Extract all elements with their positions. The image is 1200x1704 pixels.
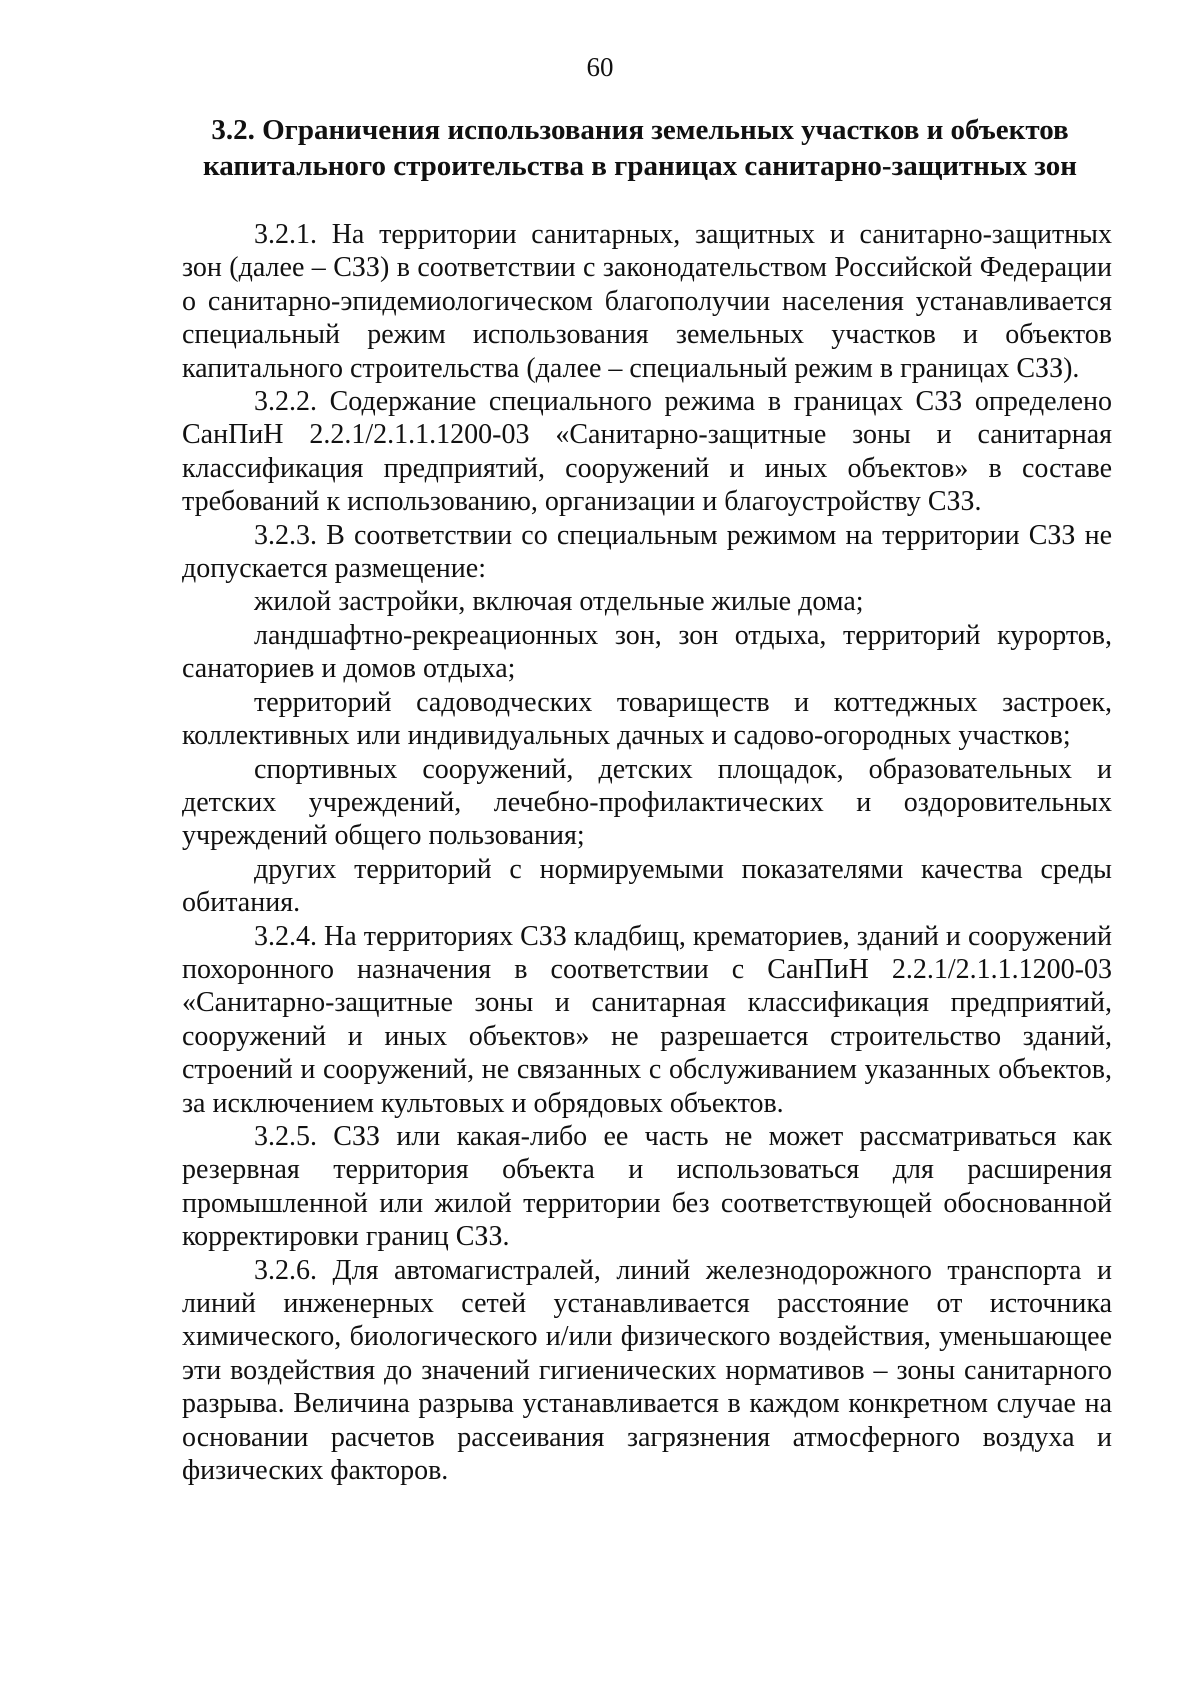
list-item-garden-plots: территорий садоводческих товариществ и коттеджных застроек, коллективных или индивидуальных дачных и садово-огородных участков; [182,686,1112,752]
section-heading: 3.2. Ограничения использования земельных участков и объектов капитального строительства в границах санитарно-защитных зон [203,114,1077,182]
list-item-recreational: ландшафтно-рекреационных зон, зон отдыха, территорий курортов, санаториев и домов отдыха; [182,619,1112,685]
paragraph-3-2-2: 3.2.2. Содержание специального режима в границах СЗЗ определено СанПиН 2.2.1/2.1.1.1200-03 «Санитарно-защитные зоны и санитарная классификация предприятий, сооружений и иных объектов» в составе требований к использованию, организации и благоустройству СЗЗ. [182,386,1112,518]
paragraph-3-2-1: 3.2.1. На территории санитарных, защитных и санитарно-защитных зон (далее – СЗЗ) в соответствии с законодательством Российской Федерации о санитарно-эпидемиологическом благополучии населения устанавливается специальный режим использования земельных участков и объектов капитального строительства (далее – специальный режим в границах СЗЗ). [182,219,1112,384]
paragraph-3-2-5: 3.2.5. СЗЗ или какая-либо ее часть не может рассматриваться как резервная территория объекта и использоваться для расширения промышленной или жилой территории без соответствующей обоснованной корректировки границ СЗЗ. [182,1120,1112,1253]
paragraph-3-2-4: 3.2.4. На территориях СЗЗ кладбищ, крематориев, зданий и сооружений похоронного назначения в соответствии с СанПиН 2.2.1/2.1.1.1200-03 «Санитарно-защитные зоны и санитарная классификация предприятий, сооружений и иных объектов» не разрешается строительство зданий, строений и сооружений, не связанных с обслуживанием указанных объектов, за исключением культовых и обрядовых объектов. [182,920,1112,1119]
paragraph-3-2-6: 3.2.6. Для автомагистралей, линий железнодорожного транспорта и линий инженерных сетей устанавливается расстояние от источника химического, биологического и/или физического воздействия, уменьшающее эти воздействия до значений гигиенических нормативов – зоны санитарного разрыва. Величина разрыва устанавливается в каждом конкретном случае на основании расчетов рассеивания загрязнения атмосферного воздуха и физических факторов. [182,1254,1112,1487]
list-item-sports-education: спортивных сооружений, детских площадок, образовательных и детских учреждений, лечебно-профилактических и оздоровительных учреждений общего пользования; [182,753,1112,852]
list-item-other-territories: других территорий с нормируемыми показателями качества среды обитания. [182,853,1112,919]
body-text [182,218,1112,1487]
page-number: 60 [586,52,614,82]
paragraph-3-2-3: 3.2.3. В соответствии со специальным режимом на территории СЗЗ не допускается размещение: [182,519,1112,585]
list-item-residential: жилой застройки, включая отдельные жилые дома; [254,586,864,618]
